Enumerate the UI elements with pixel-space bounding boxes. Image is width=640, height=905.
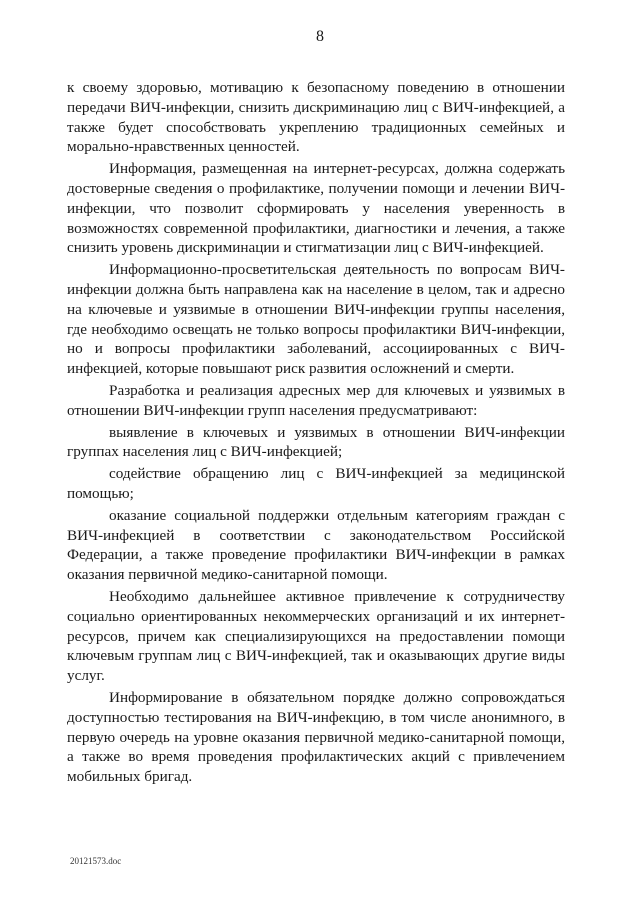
page-number: 8: [316, 28, 324, 45]
paragraph: Необходимо дальнейшее активное привлечение к сотрудничеству социально ориентированных некоммерческих организаций и их интернет-ресурсов, причем как специализирующихся на предоставлении помощи ключевым группам лиц с ВИЧ-инфекцией, так и оказывающих другие виды услуг.: [67, 587, 565, 685]
footer-filename: 20121573.doc: [70, 856, 122, 866]
paragraph: Разработка и реализация адресных мер для ключевых и уязвимых в отношении ВИЧ-инфекции групп населения предусматривают:: [67, 381, 565, 419]
list-item: оказание социальной поддержки отдельным категориям граждан с ВИЧ-инфекцией в соответствии с законодательством Российской Федерации, а также проведение профилактики ВИЧ-инфекции в рамках оказания первичной медико-санитарной помощи.: [67, 506, 565, 584]
paragraph-continuation: к своему здоровью, мотивацию к безопасному поведению в отношении передачи ВИЧ-инфекции, снизить дискриминацию лиц с ВИЧ-инфекцией, а также будет способствовать укреплению традиционных семейных и морально-нравственных ценностей.: [67, 79, 565, 156]
paragraph: Информирование в обязательном порядке должно сопровождаться доступностью тестирования на ВИЧ-инфекцию, в том числе анонимного, в первую очередь на уровне оказания первичной медико-санитарной помощи, а также во время проведения профилактических акций с привлечением мобильных бригад.: [67, 688, 565, 786]
paragraph: Информационно-просветительская деятельность по вопросам ВИЧ-инфекции должна быть направлена как на население в целом, так и адресно на ключевые и уязвимые в отношении ВИЧ-инфекции группы населения, где необходимо освещать не только вопросы профилактики ВИЧ-инфекции, но и вопросы профилактики заболеваний, ассоциированных с ВИЧ-инфекцией, которые повышают риск развития осложнений и смерти.: [67, 261, 565, 378]
list-item: выявление в ключевых и уязвимых в отношении ВИЧ-инфекции группах населения лиц с ВИЧ-инфекцией;: [67, 423, 565, 461]
list-item: содействие обращению лиц с ВИЧ-инфекцией за медицинской помощью;: [67, 465, 565, 502]
paragraph: Информация, размещенная на интернет-ресурсах, должна содержать достоверные сведения о профилактике, получении помощи и лечении ВИЧ-инфекции, что позволит сформировать у населения уверенность в возможностях современной профилактики, диагностики и лечения, а также снизить уровень дискриминации и стигматизации лиц с ВИЧ-инфекцией.: [67, 160, 565, 257]
document-body: [67, 78, 565, 789]
